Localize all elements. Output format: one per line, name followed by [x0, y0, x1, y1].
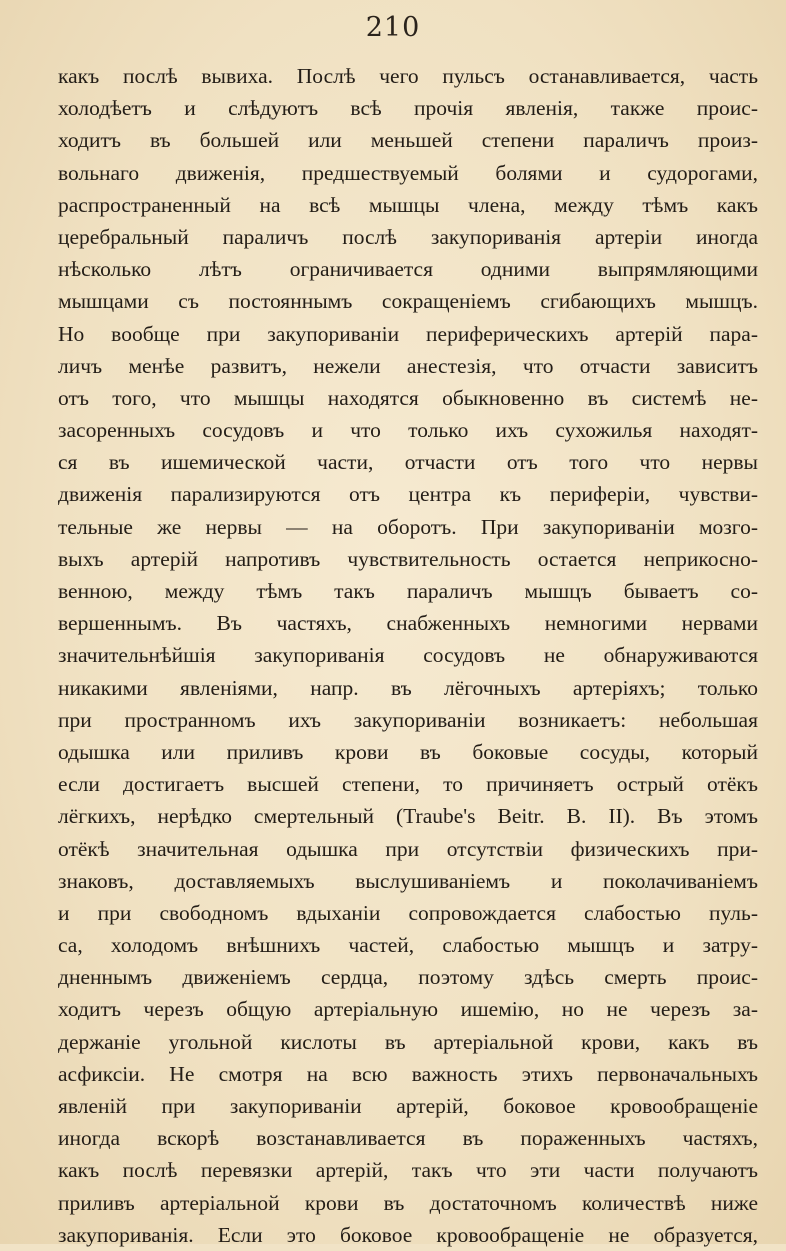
body-text: [58, 60, 758, 1251]
text-line: вольнаго движенія, предшествуемый болями и судорогами,: [58, 160, 758, 185]
text-line: венною, между тѣмъ такъ параличъ мышцъ бываетъ со-: [58, 579, 758, 603]
text-line: ходитъ черезъ общую артеріальную ишемію, но не черезъ за-: [58, 997, 758, 1022]
text-line: одышка или приливъ крови въ боковые сосуды, который: [58, 739, 758, 764]
text-line: асфиксіи. Не смотря на всю важность этихъ первоначальныхъ: [58, 1061, 758, 1086]
text-line: ходитъ въ большей или меньшей степени параличъ произ-: [58, 128, 758, 153]
text-line: если достигаетъ высшей степени, то причиняетъ острый отёкъ: [58, 772, 758, 797]
text-line: знаковъ, доставляемыхъ выслушиваніемъ и поколачиваніемъ: [58, 868, 758, 893]
text-line: личъ менѣе развитъ, нежели анестезія, что отчасти зависитъ: [58, 353, 758, 378]
text-line: тельные же нервы — на оборотъ. При закупориваніи мозго-: [58, 514, 758, 539]
text-line: явленій при закупориваніи артерій, боковое кровообращеніе: [58, 1094, 758, 1118]
text-line: иногда вскорѣ возстанавливается въ пораженныхъ частяхъ,: [58, 1126, 758, 1151]
text-line: лёгкихъ, нерѣдко смертельный (Traube's Beitr. B. II). Въ этомъ: [58, 804, 758, 829]
text-line: засоренныхъ сосудовъ и что только ихъ сухожилья находят-: [58, 418, 758, 443]
text-line: и при свободномъ вдыханіи сопровождается слабостью пуль-: [58, 900, 758, 925]
text-line: закупориванія. Если это боковое кровообращеніе не образуется,: [58, 1222, 758, 1247]
text-line: нѣсколько лѣтъ ограничивается одними выпрямляющими: [58, 257, 758, 282]
text-line: церебральный параличъ послѣ закупориванія артеріи иногда: [58, 224, 758, 249]
text-line: мышцами съ постояннымъ сокращеніемъ сгибающихъ мышцъ.: [58, 289, 758, 314]
text-line: какъ послѣ вывиха. Послѣ чего пульсъ останавливается, часть: [58, 64, 758, 88]
text-line: ся въ ишемической части, отчасти отъ того что нервы: [58, 450, 758, 475]
text-line: движенія парализируются отъ центра къ периферіи, чувстви-: [58, 482, 758, 507]
text-line: при пространномъ ихъ закупориваніи возникаетъ: небольшая: [58, 707, 758, 732]
text-line: выхъ артерій напротивъ чувствительность остается неприкосно-: [58, 546, 758, 571]
text-line: значительнѣйшія закупориванія сосудовъ не обнаруживаются: [58, 643, 758, 668]
text-line: приливъ артеріальной крови въ достаточномъ количествѣ ниже: [58, 1190, 758, 1215]
text-line: вершеннымъ. Въ частяхъ, снабженныхъ немногими нервами: [58, 611, 758, 636]
text-line: Но вообще при закупориваніи периферическихъ артерій пара-: [58, 321, 758, 346]
text-line: холодѣетъ и слѣдуютъ всѣ прочія явленія, также проис-: [58, 96, 758, 121]
text-line: держаніе угольной кислоты въ артеріальной крови, какъ въ: [58, 1029, 758, 1054]
text-line: распространенный на всѣ мышцы члена, между тѣмъ какъ: [58, 192, 758, 217]
text-line: никакими явленіями, напр. въ лёгочныхъ артеріяхъ; только: [58, 675, 758, 700]
page-number: 210: [365, 12, 421, 43]
text-line: дненнымъ движеніемъ сердца, поэтому здѣсь смерть проис-: [58, 965, 758, 990]
text-line: отёкѣ значительная одышка при отсутствіи физическихъ при-: [58, 836, 758, 861]
text-line: отъ того, что мышцы находятся обыкновенно въ системѣ не-: [58, 385, 758, 410]
text-line: какъ послѣ перевязки артерій, такъ что эти части получаютъ: [58, 1158, 758, 1183]
text-line: са, холодомъ внѣшнихъ частей, слабостью мышцъ и затру-: [58, 933, 758, 958]
